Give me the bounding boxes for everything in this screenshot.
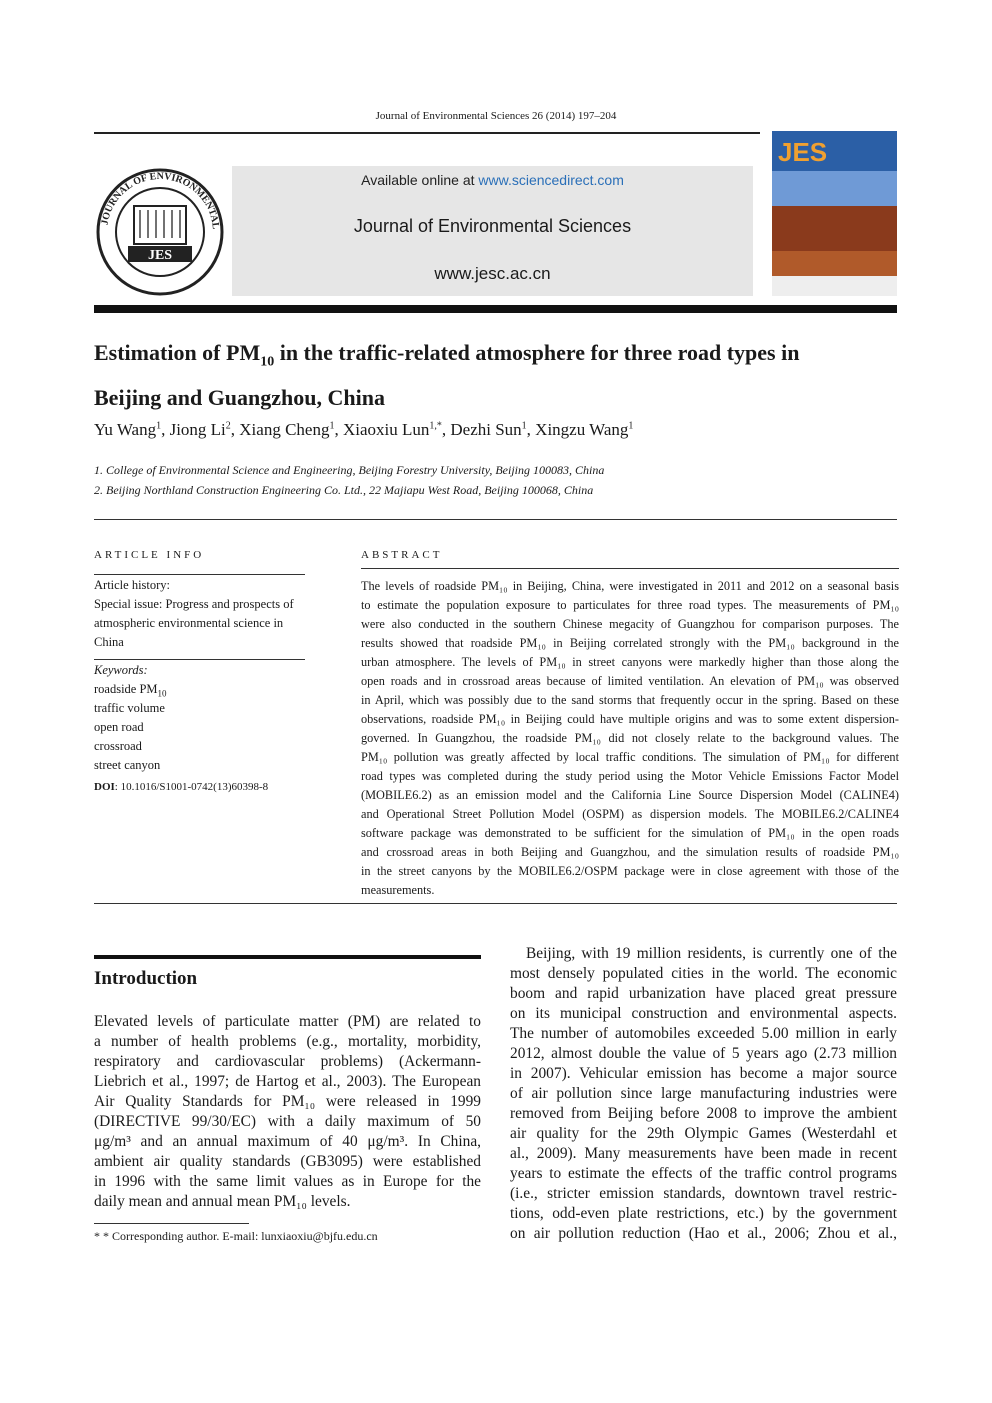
keyword: street canyon [94, 758, 161, 772]
journal-cover [772, 131, 897, 296]
journal-logo [94, 166, 227, 296]
info-rule [94, 574, 305, 575]
section-rule [94, 519, 897, 520]
available-online: Available online at www.sciencedirect.com [361, 172, 624, 188]
logo-ring-text: JOURNAL OF ENVIRONMENTAL [99, 170, 221, 230]
intro-bar [94, 955, 481, 959]
article-info-heading: ARTICLE INFO [94, 549, 205, 561]
journal-banner [232, 166, 753, 296]
intro-heading: Introduction [94, 968, 198, 989]
logo-text: JES [147, 248, 173, 263]
header-thick-rule [94, 305, 897, 313]
intro-right-column: Beijing, with 19 million residents, is currently one of the most densely populated cities in the world. The economic boom and rapid urbanization have placed great pressure on its municipal construction and environmental aspects. The number of automobiles exceeded 5.00 million in early 2012, almost double the value of 5 years ago (2.73 million in 2007). Vehicular emission has become a major source of air pollution since large manufacturing industries were removed from Beijing before 2008 to improve the ambient air quality for the 29th Olympic Games (Westerdahl et al., 2009). Many measurements have been made in recent years to estimate the effects of the traffic control programs (i.e., stricter emission standards, downtown travel restric- tions, odd-even plate restrictions, etc.) by the government on air pollution reduction (Hao et al., 2006; Zhou et al., [510, 945, 897, 1242]
abstract-rule [361, 568, 899, 569]
author: Xiaoxiu Lun$^{1,*}$ [342, 420, 442, 439]
footnote-rule [94, 1223, 249, 1224]
abstract-text: The levels of roadside PM₁₀ in Beijing, China, were investigated in 2011 and 2012 on a seasonal basis to estimate the population exposure to particulates for three road types. The measurements of PM₁₀ were also conducted in the southern Chinese megacity of Guangzhou for comparison purposes. The results showed that roadside PM₁₀ in Beijing correlated strongly with the PM₁₀ background in the urban atmosphere. The levels of PM₁₀ in street canyons were markedly higher than those along the open roads and in crossroad areas because of limited ventilation. An elevation of PM₁₀ was observed in April, which was possibly due to the sand storms that frequently occur in the spring. Based on these observations, roadside PM₁₀ in Beijing could have multiple origins and was to some extent dispersion- governed. In Guangzhou, the roadside PM₁₀ did not closely relate to the background values. The PM₁₀ pollution was greatly affected by local traffic conditions. The simulation of PM₁₀ for different road types was completed during the study period using the Motor Vehicle Emissions Factor Model (MOBILE6.2) as an emission model and the California Line Source Dispersion Model (CALINE4) and Operational Street Pollution Model (OSPM) as dispersion models. The MOBILE6.2/CALINE4 software package was demonstrated to be sufficient for the simulation of PM₁₀ in the open roads and crossroad areas in both Beijing and Guangzhou, and the simulation results of roadside PM₁₀ in the street canyons by the MOBILE6.2/OSPM package were in close agreement with those of the measurements. [361, 579, 899, 897]
affiliation-2: 2. Beijing Northland Construction Engineering Co. Ltd., 22 Majiapu West Road, Beijing 100068, China [94, 483, 594, 497]
special-issue: Special issue: Progress and prospects of atmospheric environmental science in China [94, 597, 294, 649]
keyword: crossroad [94, 739, 142, 753]
journal-name: Journal of Environmental Sciences [353, 216, 632, 236]
author: Jiong Li$^2$ [169, 420, 231, 439]
keyword: traffic volume [94, 701, 165, 715]
header-rule [94, 132, 760, 134]
keyword: open road [94, 720, 144, 734]
journal-url[interactable]: www.jesc.ac.cn [434, 264, 551, 283]
author: Dezhi Sun$^1$ [450, 420, 527, 439]
keywords-label: Keywords: [94, 663, 148, 677]
corresponding-author-footnote: * * Corresponding author. E-mail: lunxiaoxiu@bjfu.edu.cn [94, 1229, 378, 1243]
doi[interactable]: DOI: 10.1016/S1001-0742(13)60398-8 [94, 781, 269, 793]
history-label: Article history: [94, 578, 171, 592]
author-list: Yu Wang$^1$, Jiong Li$^2$, Xiang Cheng$^1$, Xiaoxiu Lun$^{1,*}$, Dezhi Sun$^1$, Xingzu Wang$^1$ [94, 420, 634, 439]
article-title: Estimation of $PM_{10}$ in the traffic-related atmosphere for three road types in Beijing and Guangzhou, China [94, 340, 800, 411]
author: Xiang Cheng$^1$ [239, 420, 335, 439]
keyword: roadside $PM_{10}$ [94, 682, 167, 699]
abstract-heading: ABSTRACT [361, 549, 443, 561]
intro-left-column: Elevated levels of particulate matter (PM) are related to a number of health problems (e.g., mortality, morbidity, respiratory and cardiovascular problems) (Ackermann- Liebrich et al., 1997; de Hartog et al., 2003). The European Air Quality Standards for PM₁₀ were released in 1999 (DIRECTIVE 99/30/EC) with a daily maximum of 50 μg/m³ and an annual maximum of 40 μg/m³. In China, ambient air quality standards (GB3095) were established in 1996 with the same limit values as in Europe for the daily mean and annual mean PM₁₀ levels. [94, 1013, 481, 1210]
author: Xingzu Wang$^1$ [535, 420, 634, 439]
abstract-bottom-rule [94, 903, 897, 904]
cover-title: JES [778, 137, 828, 167]
journal-citation: Journal of Environmental Sciences 26 (2014) 197–204 [375, 110, 617, 122]
affiliation-1: 1. College of Environmental Science and Engineering, Beijing Forestry University, Beijing 100083, China [94, 463, 605, 477]
sciencedirect-link[interactable]: www.sciencedirect.com [478, 172, 624, 188]
author: Yu Wang$^1$ [94, 420, 162, 439]
info-rule [94, 659, 305, 660]
